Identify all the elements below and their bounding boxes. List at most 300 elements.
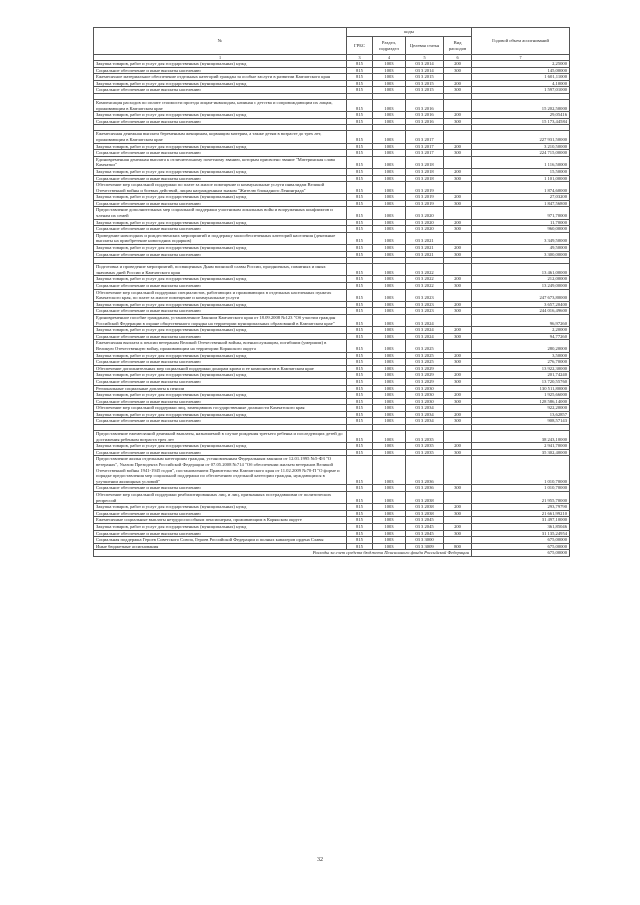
row-razdel-cell: 1003 [373, 289, 406, 301]
row-type-cell: 200 [444, 523, 472, 530]
row-name-cell: Ежемесячная денежная выплата беременным женщинам, кормящим матерям, а также детям в возрасте до трех лет, проживающим в Камчатском крае [94, 131, 347, 143]
row-razdel-cell: 1003 [373, 372, 406, 379]
table-row [94, 314, 570, 326]
row-grbs-cell: 815 [347, 308, 373, 315]
row-razdel-cell: 1003 [373, 504, 406, 511]
row-sum-cell: 1 925,66000 [472, 392, 570, 399]
row-razdel-cell: 1003 [373, 301, 406, 308]
row-razdel-cell: 1003 [373, 232, 406, 244]
index-cell: 5 [406, 55, 444, 61]
row-grbs-cell: 815 [347, 131, 373, 143]
header-razdel: Раздел, подраздел [373, 37, 406, 55]
row-type-cell: 300 [444, 418, 472, 425]
row-grbs-cell: 815 [347, 226, 373, 233]
row-target-cell: 03 3 2030 [406, 398, 444, 405]
row-razdel-cell: 1003 [373, 168, 406, 175]
row-name-cell: Закупка товаров, работ и услуг для государственных (муниципальных) нужд [94, 392, 347, 399]
row-type-cell: 300 [444, 333, 472, 340]
row-sum-cell: 2 941,70000 [472, 443, 570, 450]
table-row [94, 504, 570, 511]
row-sum-cell: 1 116,50000 [472, 156, 570, 168]
row-name-cell: Закупка товаров, работ и услуг для государственных (муниципальных) нужд [94, 168, 347, 175]
footer-sum: 675,00000 [472, 550, 570, 557]
table-row [94, 219, 570, 226]
row-sum-cell: 3 657,20400 [472, 301, 570, 308]
row-target-cell: 03 3 2018 [406, 175, 444, 182]
table-row [94, 194, 570, 201]
row-grbs-cell: 815 [347, 385, 373, 392]
table-row [94, 175, 570, 182]
row-sum-cell: 675,00000 [472, 543, 570, 550]
row-target-cell: 03 3 2035 [406, 449, 444, 456]
row-type-cell: 200 [444, 112, 472, 119]
table-row [94, 301, 570, 308]
row-razdel-cell: 1003 [373, 456, 406, 485]
row-name-cell: Социальное обеспечение и иные выплаты населению [94, 359, 347, 366]
row-sum-cell: 922,20000 [472, 405, 570, 412]
row-target-cell: 03 3 2021 [406, 232, 444, 244]
row-name-cell: Социальное обеспечение и иные выплаты населению [94, 226, 347, 233]
row-sum-cell: 971,70000 [472, 207, 570, 219]
row-grbs-cell: 815 [347, 340, 373, 352]
row-name-cell: Закупка товаров, работ и услуг для государственных (муниципальных) нужд [94, 443, 347, 450]
row-type-cell: 200 [444, 194, 472, 201]
row-grbs-cell: 815 [347, 118, 373, 125]
row-grbs-cell: 815 [347, 251, 373, 258]
row-sum-cell: 130 511,80000 [472, 385, 570, 392]
row-grbs-cell: 815 [347, 456, 373, 485]
row-razdel-cell: 1003 [373, 510, 406, 517]
row-grbs-cell: 815 [347, 392, 373, 399]
row-type-cell: 200 [444, 276, 472, 283]
row-sum-cell: 227 931,50000 [472, 131, 570, 143]
row-type-cell [444, 156, 472, 168]
row-grbs-cell: 815 [347, 523, 373, 530]
row-target-cell: 03 3 2030 [406, 385, 444, 392]
row-grbs-cell: 815 [347, 87, 373, 94]
row-name-cell: Социальное обеспечение и иные выплаты населению [94, 251, 347, 258]
row-grbs-cell: 815 [347, 372, 373, 379]
row-target-cell: 03 3 2020 [406, 226, 444, 233]
table-row [94, 150, 570, 157]
row-name-cell: Социальное обеспечение и иные выплаты населению [94, 510, 347, 517]
row-target-cell: 03 3 2038 [406, 492, 444, 504]
table-row [94, 510, 570, 517]
row-name-cell: Закупка товаров, работ и услуг для государственных (муниципальных) нужд [94, 245, 347, 252]
row-name-cell: Социальное обеспечение и иные выплаты населению [94, 175, 347, 182]
row-sum-cell: 244 016,49600 [472, 308, 570, 315]
row-name-cell: Проведение новогодних и рождественских мероприятий и поддержку малообеспеченных категорий населения (денежные выплаты на приобретение новогодних подарков) [94, 232, 347, 244]
row-type-cell: 300 [444, 283, 472, 290]
row-type-cell [444, 431, 472, 443]
row-sum-cell: 13 461,00000 [472, 264, 570, 276]
row-razdel-cell: 1003 [373, 118, 406, 125]
row-grbs-cell: 815 [347, 517, 373, 524]
row-target-cell: 03 3 2016 [406, 99, 444, 111]
row-grbs-cell: 815 [347, 99, 373, 111]
row-razdel-cell: 1003 [373, 74, 406, 81]
row-sum-cell: 247 673,80000 [472, 289, 570, 301]
table-row [94, 80, 570, 87]
row-grbs-cell: 815 [347, 333, 373, 340]
row-name-cell: Закупка товаров, работ и услуг для государственных (муниципальных) нужд [94, 352, 347, 359]
row-name-cell: Закупка товаров, работ и услуг для государственных (муниципальных) нужд [94, 143, 347, 150]
row-sum-cell: 1 847,56800 [472, 200, 570, 207]
table-row [94, 143, 570, 150]
row-sum-cell: 13 922,30000 [472, 365, 570, 372]
row-type-cell: 300 [444, 378, 472, 385]
row-target-cell: 03 3 2024 [406, 333, 444, 340]
row-razdel-cell: 1003 [373, 405, 406, 412]
row-grbs-cell: 815 [347, 443, 373, 450]
row-sum-cell: 21 955,70000 [472, 492, 570, 504]
table-row [94, 523, 570, 530]
row-sum-cell: 2,25000 [472, 61, 570, 68]
row-grbs-cell: 815 [347, 194, 373, 201]
row-name-cell: Обеспечение мер социальной поддержки лиц, замещавших государственные должности Камчатского края [94, 405, 347, 412]
row-type-cell: 300 [444, 226, 472, 233]
row-grbs-cell: 815 [347, 80, 373, 87]
row-name-cell: Обеспечение мер социальной поддержки специалистов, работающих и проживающих в отдельных населенных пунктах Камчатского края, по плате за жилое помещение и коммунальные услуги [94, 289, 347, 301]
row-type-cell [444, 537, 472, 544]
row-target-cell: 03 3 2022 [406, 276, 444, 283]
row-target-cell: 03 3 2045 [406, 523, 444, 530]
row-type-cell: 200 [444, 143, 472, 150]
row-sum-cell: 145,00000 [472, 67, 570, 74]
row-name-cell: Социальное обеспечение и иные выплаты населению [94, 378, 347, 385]
row-name-cell: Закупка товаров, работ и услуг для государственных (муниципальных) нужд [94, 372, 347, 379]
row-grbs-cell: 815 [347, 365, 373, 372]
row-razdel-cell: 1003 [373, 378, 406, 385]
table-row [94, 308, 570, 315]
header-target-article: Целевая статья [406, 37, 444, 55]
table-row [94, 112, 570, 119]
row-grbs-cell: 815 [347, 314, 373, 326]
row-name-cell: Закупка товаров, работ и услуг для государственных (муниципальных) нужд [94, 276, 347, 283]
row-razdel-cell: 1003 [373, 175, 406, 182]
row-sum-cell: 27,03200 [472, 194, 570, 201]
row-sum-cell: 280,20000 [472, 340, 570, 352]
row-name-cell: Единовременная денежная выплата к отличительному почетному званию, которым присвоено звание "Материнская слава Камчатки" [94, 156, 347, 168]
row-grbs-cell: 815 [347, 175, 373, 182]
row-type-cell: 200 [444, 219, 472, 226]
row-sum-cell: 3 349,50000 [472, 232, 570, 244]
row-target-cell: 03 3 2015 [406, 87, 444, 94]
row-grbs-cell: 815 [347, 219, 373, 226]
row-razdel-cell: 1003 [373, 226, 406, 233]
row-target-cell: 03 3 2015 [406, 74, 444, 81]
row-sum-cell: 15,50000 [472, 168, 570, 175]
row-target-cell: 03 3 2025 [406, 352, 444, 359]
row-sum-cell: 1 010,70000 [472, 485, 570, 492]
table-row [94, 156, 570, 168]
row-razdel-cell: 1003 [373, 99, 406, 111]
row-name-cell: Региональные социальные доплаты к пенсии [94, 385, 347, 392]
row-razdel-cell: 1003 [373, 251, 406, 258]
row-target-cell: 03 3 2034 [406, 405, 444, 412]
row-name-cell: Социальное обеспечение и иные выплаты населению [94, 150, 347, 157]
table-row [94, 537, 570, 544]
row-name-cell: Иные бюджетные ассигнования [94, 543, 347, 550]
table-row [94, 333, 570, 340]
row-razdel-cell: 1003 [373, 485, 406, 492]
row-razdel-cell: 1003 [373, 492, 406, 504]
row-type-cell [444, 289, 472, 301]
row-grbs-cell: 815 [347, 143, 373, 150]
row-target-cell: 03 3 2014 [406, 67, 444, 74]
row-type-cell [444, 405, 472, 412]
row-razdel-cell: 1003 [373, 340, 406, 352]
row-target-cell: 03 3 2021 [406, 251, 444, 258]
index-cell: 7 [472, 55, 570, 61]
row-sum-cell: 15 173,44584 [472, 118, 570, 125]
table-row [94, 67, 570, 74]
row-type-cell: 200 [444, 443, 472, 450]
row-sum-cell: 2,20000 [472, 327, 570, 334]
row-grbs-cell: 815 [347, 67, 373, 74]
row-sum-cell: 1 010,70000 [472, 456, 570, 485]
row-sum-cell: 361,85046 [472, 523, 570, 530]
row-razdel-cell: 1003 [373, 523, 406, 530]
table-row [94, 207, 570, 219]
row-razdel-cell: 1003 [373, 352, 406, 359]
row-sum-cell: 1 101,00000 [472, 175, 570, 182]
row-name-cell: Закупка товаров, работ и услуг для государственных (муниципальных) нужд [94, 219, 347, 226]
row-grbs-cell: 815 [347, 327, 373, 334]
row-grbs-cell: 815 [347, 431, 373, 443]
row-type-cell: 200 [444, 301, 472, 308]
row-sum-cell: 3 210,50000 [472, 143, 570, 150]
row-target-cell: 03 3 2017 [406, 143, 444, 150]
table-row [94, 352, 570, 359]
row-type-cell [444, 314, 472, 326]
table-row [94, 485, 570, 492]
row-sum-cell: 675,00000 [472, 537, 570, 544]
row-target-cell: 03 3 2022 [406, 264, 444, 276]
row-target-cell: 03 3 2018 [406, 168, 444, 175]
row-type-cell: 300 [444, 87, 472, 94]
row-name-cell: Закупка товаров, работ и услуг для государственных (муниципальных) нужд [94, 327, 347, 334]
row-sum-cell: 11,70000 [472, 219, 570, 226]
row-razdel-cell: 1003 [373, 530, 406, 537]
row-grbs-cell: 815 [347, 156, 373, 168]
row-razdel-cell: 1003 [373, 150, 406, 157]
row-type-cell: 300 [444, 359, 472, 366]
row-target-cell: 03 3 2034 [406, 418, 444, 425]
table-row [94, 340, 570, 352]
row-sum-cell: 3,50000 [472, 352, 570, 359]
row-name-cell: Социальное обеспечение и иные выплаты населению [94, 333, 347, 340]
row-razdel-cell: 1003 [373, 431, 406, 443]
row-grbs-cell: 815 [347, 510, 373, 517]
row-grbs-cell: 815 [347, 418, 373, 425]
row-name-cell: Предоставление жилья отдельным категориям граждан, установленным Федеральным законом от 12.01.1995 №5-ФЗ "О ветеранах", Указом Президента Российской Федерации от 07.05.2008 №714 "Об обеспечении жильем ветеранов Великой Отечественной войны 1941-1945 годов", постановлением Правительства Камчатского края от 11.02.2009 №70-П "О форме и порядке предоставления мер социальной поддержки по обеспечению отдельной категории граждан, нуждающихся в улучшении жилищных условий" [94, 456, 347, 485]
row-name-cell: Социальное обеспечение и иные выплаты населению [94, 87, 347, 94]
row-name-cell: Закупка товаров, работ и услуг для государственных (муниципальных) нужд [94, 194, 347, 201]
row-type-cell: 200 [444, 61, 472, 68]
row-type-cell [444, 99, 472, 111]
row-sum-cell: 31 497,10000 [472, 517, 570, 524]
row-name-cell: Закупка товаров, работ и услуг для государственных (муниципальных) нужд [94, 411, 347, 418]
row-target-cell: 03 3 2029 [406, 365, 444, 372]
row-razdel-cell: 1003 [373, 182, 406, 194]
row-grbs-cell: 815 [347, 276, 373, 283]
row-type-cell: 300 [444, 449, 472, 456]
row-razdel-cell: 1003 [373, 156, 406, 168]
row-grbs-cell: 815 [347, 245, 373, 252]
row-target-cell: 03 3 2019 [406, 200, 444, 207]
row-name-cell: Социальное обеспечение и иные выплаты населению [94, 449, 347, 456]
row-razdel-cell: 1003 [373, 131, 406, 143]
row-target-cell: 03 3 2020 [406, 207, 444, 219]
table-row [94, 200, 570, 207]
row-target-cell: 03 3 2017 [406, 150, 444, 157]
table-row [94, 411, 570, 418]
row-sum-cell: 35 302,40000 [472, 449, 570, 456]
row-target-cell: 03 3 3000 [406, 537, 444, 544]
row-type-cell: 200 [444, 327, 472, 334]
row-type-cell: 200 [444, 504, 472, 511]
table-row [94, 418, 570, 425]
row-razdel-cell: 1003 [373, 314, 406, 326]
row-grbs-cell: 815 [347, 449, 373, 456]
table-row [94, 378, 570, 385]
row-grbs-cell: 815 [347, 359, 373, 366]
row-grbs-cell: 815 [347, 504, 373, 511]
row-target-cell: 03 3 2022 [406, 283, 444, 290]
row-name-cell: Социальная поддержка Героев Советского Союза, Героев Российской Федерации и полных кавалеров ордена Славы [94, 537, 347, 544]
row-grbs-cell: 815 [347, 485, 373, 492]
row-name-cell: Закупка товаров, работ и услуг для государственных (муниципальных) нужд [94, 112, 347, 119]
row-name-cell: Подготовка и проведение мероприятий, посвященных Дням воинской славы России, праздничных, памятных и иных значимых дней России и Камчатского края [94, 264, 347, 276]
row-target-cell: 03 3 2019 [406, 194, 444, 201]
row-razdel-cell: 1003 [373, 112, 406, 119]
row-sum-cell: 1 874,60000 [472, 182, 570, 194]
row-sum-cell: 128 586,14000 [472, 398, 570, 405]
table-row [94, 232, 570, 244]
row-target-cell: 03 3 2025 [406, 340, 444, 352]
table-row [94, 372, 570, 379]
index-cell: 4 [373, 55, 406, 61]
row-type-cell [444, 232, 472, 244]
row-name-cell: Закупка товаров, работ и услуг для государственных (муниципальных) нужд [94, 504, 347, 511]
row-name-cell: Ежемесячные социальные выплаты нетрудоспособным пенсионерам, проживающим в Корякском округе [94, 517, 347, 524]
row-grbs-cell: 815 [347, 74, 373, 81]
row-grbs-cell: 815 [347, 182, 373, 194]
row-sum-cell: 31 135,24954 [472, 530, 570, 537]
table-row [94, 449, 570, 456]
table-row [94, 182, 570, 194]
row-sum-cell: 15 202,50000 [472, 99, 570, 111]
index-cell: 1 [94, 55, 347, 61]
row-type-cell: 200 [444, 168, 472, 175]
row-name-cell: Социальное обеспечение и иные выплаты населению [94, 118, 347, 125]
row-type-cell: 200 [444, 392, 472, 399]
row-target-cell: 03 3 2025 [406, 359, 444, 366]
row-type-cell [444, 385, 472, 392]
row-type-cell: 300 [444, 510, 472, 517]
row-type-cell: 300 [444, 308, 472, 315]
row-target-cell: 03 3 2029 [406, 378, 444, 385]
row-target-cell: 03 3 2020 [406, 219, 444, 226]
table-row [94, 251, 570, 258]
row-grbs-cell: 815 [347, 398, 373, 405]
row-target-cell: 03 3 2016 [406, 118, 444, 125]
row-razdel-cell: 1003 [373, 385, 406, 392]
index-cell: 3 [347, 55, 373, 61]
row-razdel-cell: 1003 [373, 276, 406, 283]
row-razdel-cell: 1003 [373, 308, 406, 315]
row-sum-cell: 960,00000 [472, 226, 570, 233]
row-razdel-cell: 1003 [373, 219, 406, 226]
row-type-cell: 200 [444, 352, 472, 359]
row-target-cell: 03 3 2035 [406, 443, 444, 450]
row-target-cell: 03 3 2038 [406, 510, 444, 517]
table-row [94, 74, 570, 81]
row-type-cell [444, 74, 472, 81]
row-razdel-cell: 1003 [373, 207, 406, 219]
row-razdel-cell: 1003 [373, 418, 406, 425]
row-name-cell: Закупка товаров, работ и услуг для государственных (муниципальных) нужд [94, 301, 347, 308]
index-cell: 6 [444, 55, 472, 61]
row-target-cell: 03 3 2023 [406, 308, 444, 315]
row-name-cell: Социальное обеспечение и иные выплаты населению [94, 283, 347, 290]
row-grbs-cell: 815 [347, 301, 373, 308]
row-razdel-cell: 1003 [373, 200, 406, 207]
footer-row [94, 550, 570, 557]
row-type-cell: 300 [444, 485, 472, 492]
row-name-cell: Социальное обеспечение и иные выплаты населению [94, 485, 347, 492]
row-grbs-cell: 815 [347, 168, 373, 175]
row-grbs-cell: 815 [347, 112, 373, 119]
row-razdel-cell: 1003 [373, 87, 406, 94]
row-sum-cell: 21 661,99210 [472, 510, 570, 517]
table-row [94, 405, 570, 412]
table-row [94, 87, 570, 94]
row-type-cell [444, 182, 472, 194]
row-type-cell: 300 [444, 150, 472, 157]
row-name-cell: Ежемесячное материальное обеспечение отдельных категорий граждан за особые заслуги в развитии Камчатского края [94, 74, 347, 81]
row-type-cell: 300 [444, 530, 472, 537]
row-name-cell: Единовременное пособие гражданам, установленное Законом Камчатского края от 18.09.2008 №123 "Об участии граждан Российской Федерации в охране общественного порядка на территории муниципальных образований в Камчатском крае" [94, 314, 347, 326]
row-grbs-cell: 815 [347, 492, 373, 504]
row-target-cell: 03 3 2024 [406, 314, 444, 326]
row-type-cell: 300 [444, 398, 472, 405]
row-type-cell: 200 [444, 411, 472, 418]
header-number: № [94, 28, 347, 55]
row-grbs-cell: 815 [347, 537, 373, 544]
row-name-cell: Обеспечение дополнительных мер социальной поддержки донорам крови и ее компонентов в Камчатском крае [94, 365, 347, 372]
table-row [94, 276, 570, 283]
table-row [94, 443, 570, 450]
row-target-cell: 03 3 2029 [406, 372, 444, 379]
row-razdel-cell: 1003 [373, 359, 406, 366]
header-expense-type: Вид расходов [444, 37, 472, 55]
row-target-cell: 03 3 2034 [406, 411, 444, 418]
row-grbs-cell: 815 [347, 232, 373, 244]
row-name-cell: Социальное обеспечение и иные выплаты населению [94, 67, 347, 74]
row-name-cell: Компенсация расходов по оплате стоимости проезда лицам-инвалидам, начиная с детства и сопровождающим их лицам, проживающим в Камчатском крае [94, 99, 347, 111]
budget-table [93, 27, 570, 557]
row-sum-cell: 13 249,00000 [472, 283, 570, 290]
row-name-cell: Обеспечение мер социальной поддержки реабилитированных лиц, и лиц, признанных пострадавшими от политических репрессий [94, 492, 347, 504]
row-type-cell [444, 492, 472, 504]
table-row [94, 517, 570, 524]
budget-table-sheet [93, 27, 569, 557]
row-type-cell [444, 264, 472, 276]
row-name-cell: Социальное обеспечение и иные выплаты населению [94, 530, 347, 537]
row-razdel-cell: 1003 [373, 143, 406, 150]
